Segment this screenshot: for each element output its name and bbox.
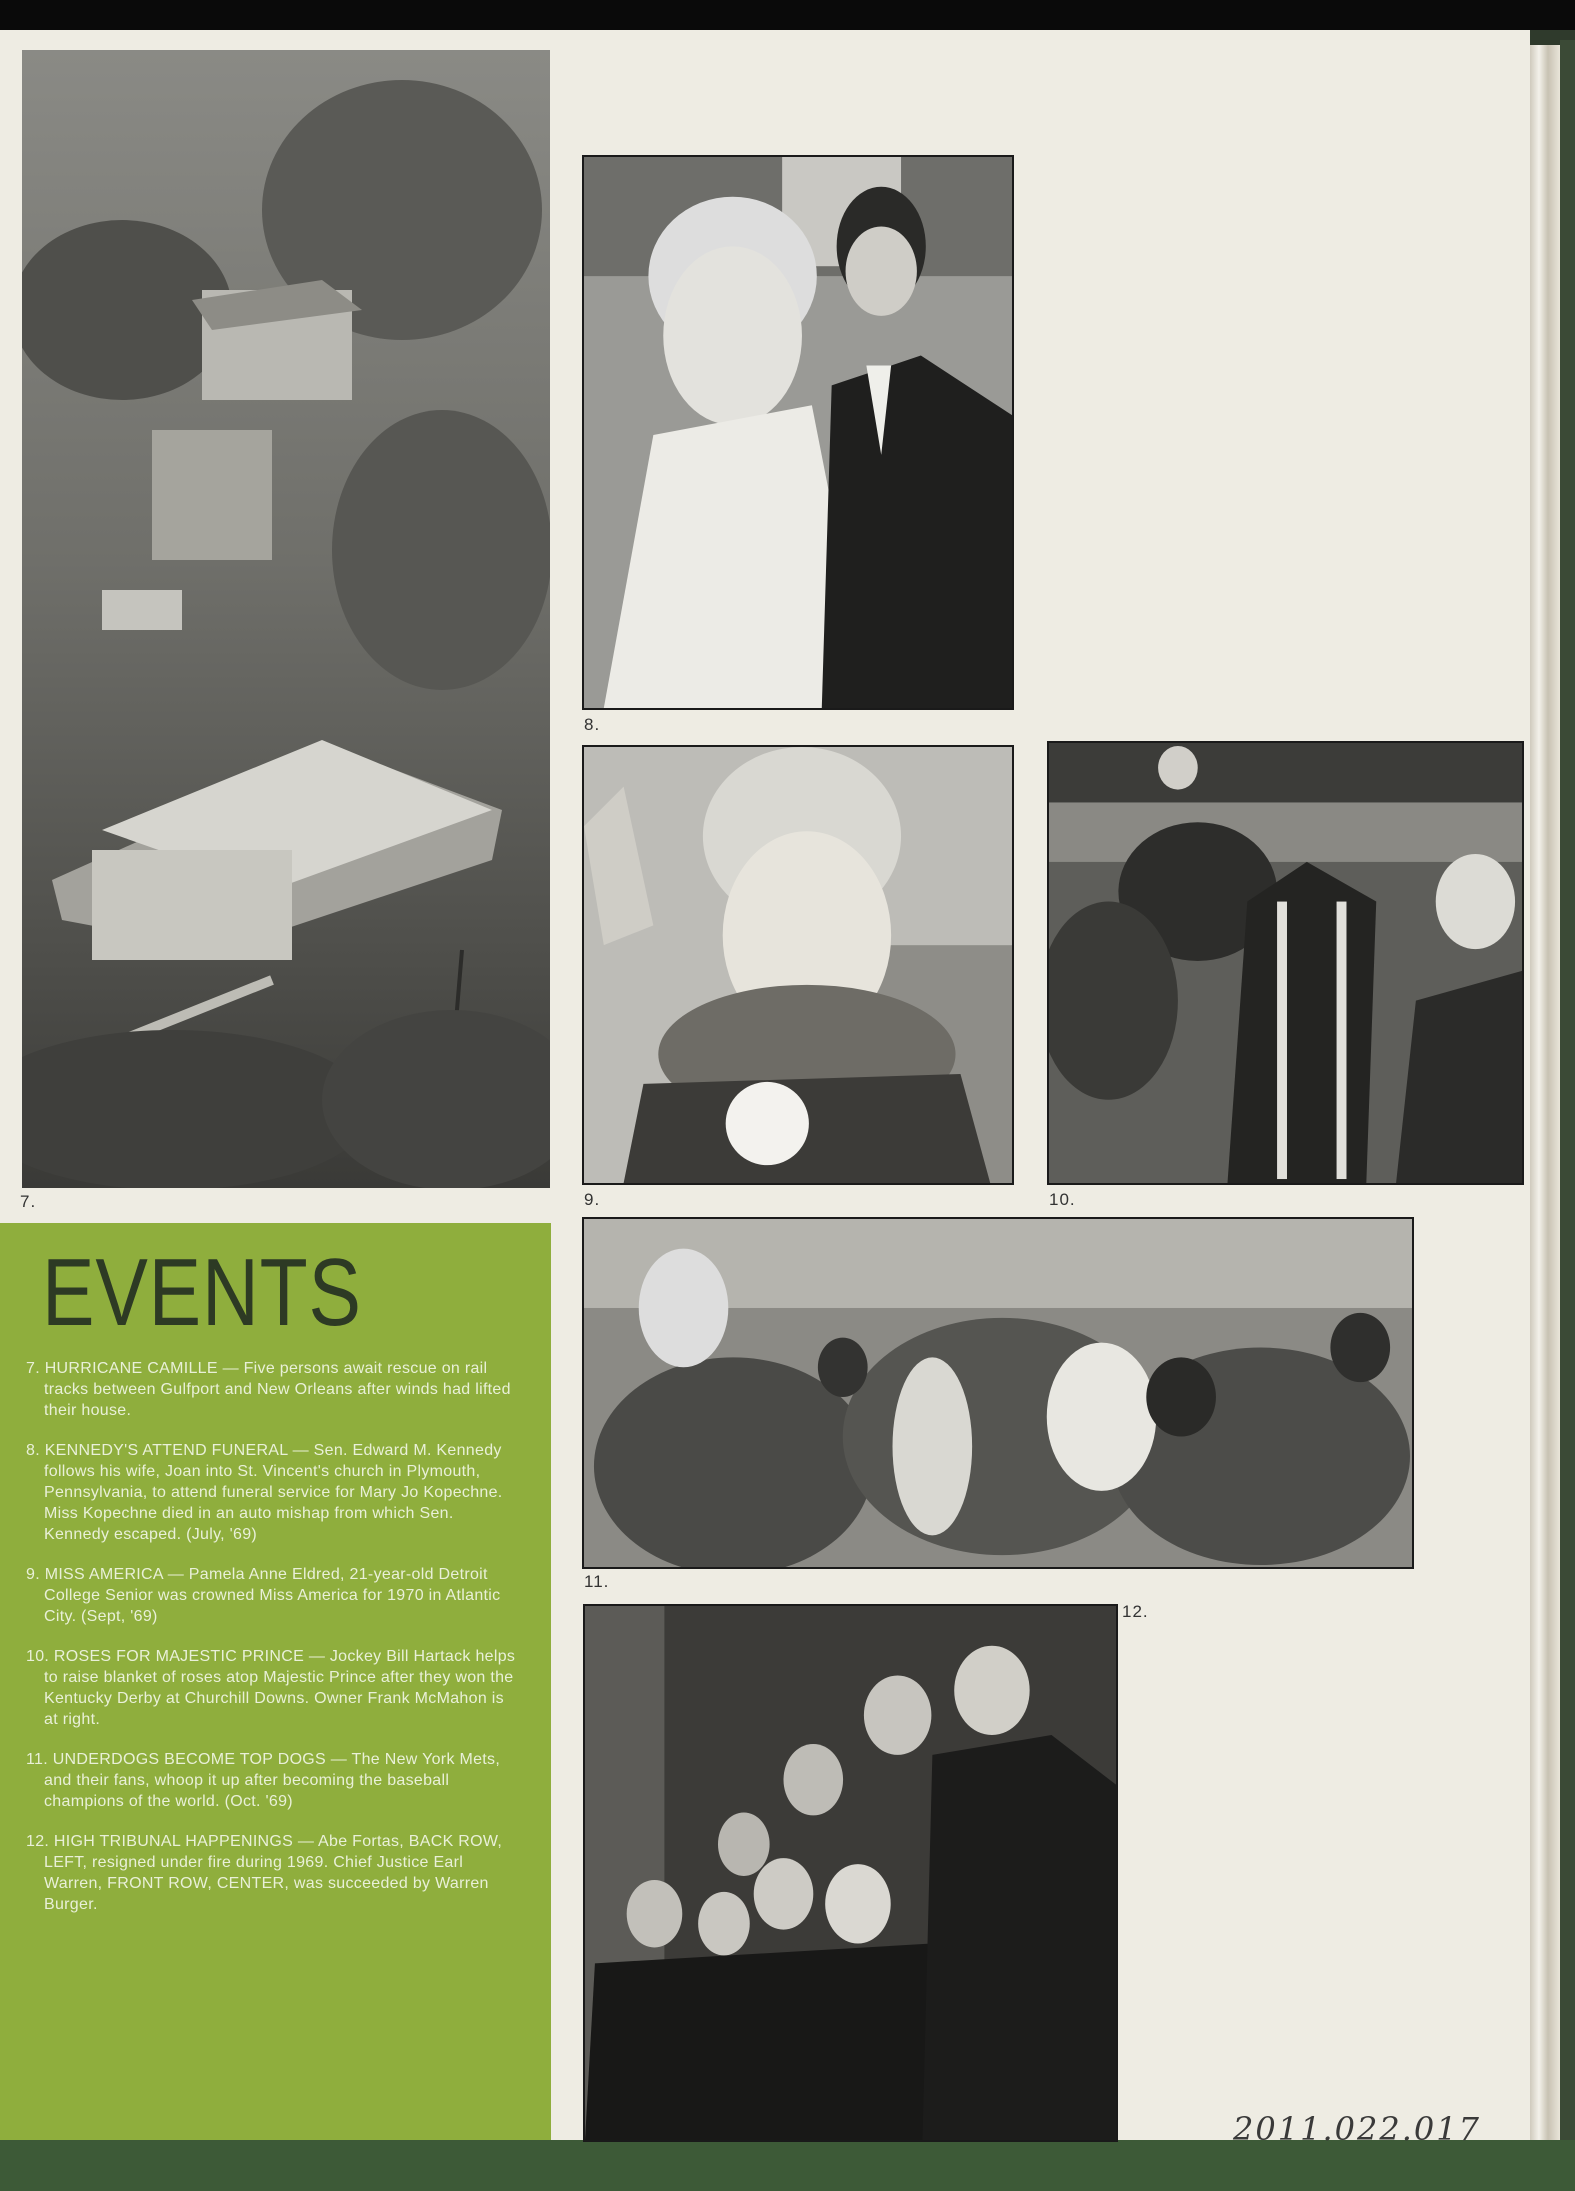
photo-number-12: 12.	[1122, 1602, 1149, 1621]
photo-miss-america	[582, 745, 1014, 1185]
photo-kennedys-funeral	[582, 155, 1014, 710]
caption-9: 9. MISS AMERICA — Pamela Anne Eldred, 21-year-old Detroit College Senior was crowned Miss America for 1970 in Atlantic City. (Sept, '69)	[26, 1566, 501, 1625]
photo-number-7: 7.	[20, 1192, 37, 1211]
events-captions	[26, 1358, 516, 1934]
caption-10: 10. ROSES FOR MAJESTIC PRINCE — Jockey Bill Hartack helps to raise blanket of roses atop Majestic Prince after they won the Kentucky Derby at Churchill Downs. Owner Frank McMahon is at right.	[26, 1648, 516, 1728]
photo-hurricane-camille	[22, 50, 550, 1188]
photo-mets-celebration	[582, 1217, 1414, 1569]
photo-supreme-court	[583, 1604, 1118, 2142]
caption-12: 12. HIGH TRIBUNAL HAPPENINGS — Abe Fortas, BACK ROW, LEFT, resigned under fire during 1969. Chief Justice Earl Warren, FRONT ROW, CENTER, was succeeded by Warren Burger.	[26, 1833, 503, 1913]
archive-accession-number: 2011.022.017	[1233, 2110, 1481, 2148]
caption-11: 11. UNDERDOGS BECOME TOP DOGS — The New York Mets, and their fans, whoop it up after becoming the baseball champions of the world. (Oct. '69)	[26, 1751, 501, 1810]
photo-number-10: 10.	[1049, 1190, 1076, 1209]
photo-number-8: 8.	[584, 715, 601, 734]
photo-number-9: 9.	[584, 1190, 601, 1209]
events-title: EVENTS	[42, 1239, 362, 1346]
caption-8: 8. KENNEDY'S ATTEND FUNERAL — Sen. Edward M. Kennedy follows his wife, Joan into St. Vincent's church in Plymouth, Pennsylvania, to attend funeral service for Mary Jo Kopechne. Miss Kopechne died in an auto mishap from which Sen. Kennedy escaped. (July, '69)	[26, 1442, 503, 1543]
scan-top-band	[0, 0, 1575, 30]
book-binding	[1560, 40, 1575, 2180]
caption-7: 7. HURRICANE CAMILLE — Five persons await rescue on rail tracks between Gulfport and New Orleans after winds had lifted their house.	[26, 1360, 511, 1419]
photo-number-11: 11.	[584, 1572, 610, 1591]
photo-majestic-prince	[1047, 741, 1524, 1185]
page-stack-edge	[1530, 45, 1560, 2175]
